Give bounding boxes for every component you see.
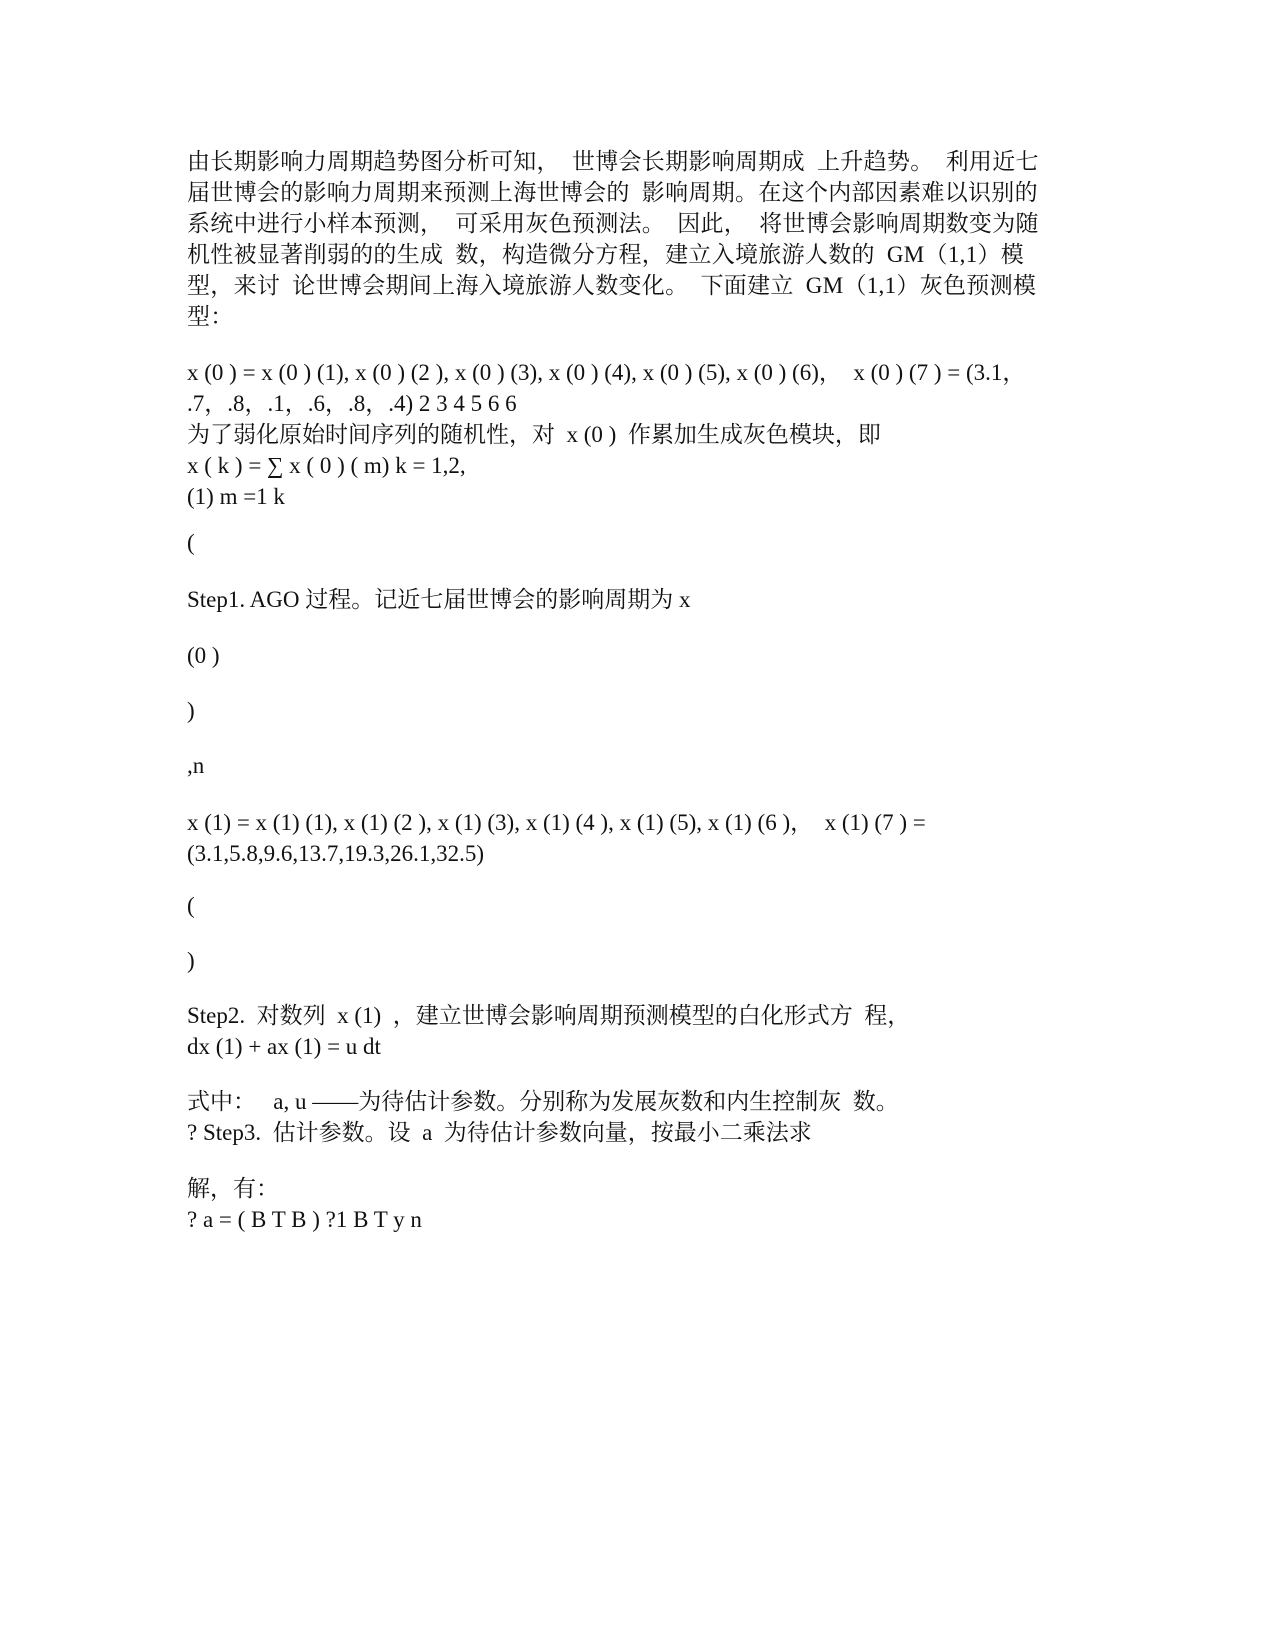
formula-fragment: ) xyxy=(187,698,195,723)
parameters-description: 式中： a, u ——为待估计参数。分别称为发展灰数和内生控制灰 数。 xyxy=(187,1089,899,1114)
intro-line-5: 型，来讨 论世博会期间上海入境旅游人数变化。 下面建立 GM（1,1）灰色预测模 xyxy=(187,273,1037,298)
accumulated-series-values: (3.1,5.8,9.6,13.7,19.3,26.1,32.5) xyxy=(187,841,485,866)
least-squares-equation: ? a = ( B T B ) ?1 B T y n xyxy=(187,1207,422,1232)
solution-block xyxy=(187,1173,1097,1235)
formula-fragment: ,n xyxy=(187,753,205,778)
formula-fragment: ) xyxy=(187,948,195,973)
ago-intro-text: 为了弱化原始时间序列的随机性，对 x (0 ) 作累加生成灰色模块，即 xyxy=(187,422,881,447)
whitening-equation: dx (1) + ax (1) = u dt xyxy=(187,1034,381,1059)
parameters-block xyxy=(187,1086,1097,1148)
step2-block xyxy=(187,1000,1097,1062)
accumulated-series-block xyxy=(187,807,1097,869)
cumulative-sum-index: (1) m =1 k xyxy=(187,484,285,509)
intro-line-1: 由长期影响力周期趋势图分析可知， 世博会长期影响周期成 上升趋势。 利用近七 xyxy=(187,149,1039,174)
original-series-values: .7，.8，.1，.6，.8，.4) 2 3 4 5 6 6 xyxy=(187,391,517,416)
accumulated-series-equation: x (1) = x (1) (1), x (1) (2 ), x (1) (3), x (1) (4 ), x (1) (5), x (1) (6 )， x (1) (7 ) = xyxy=(187,810,926,835)
original-series-equation: x (0 ) = x (0 ) (1), x (0 ) (2 ), x (0 ) (3), x (0 ) (4), x (0 ) (5), x (0 ) (6)， x (0 ) (7 ) = (3.1， xyxy=(187,360,1026,385)
formula-fragment: (0 ) xyxy=(187,643,220,668)
formula-fragment: ( xyxy=(187,530,195,555)
formula-fragment: ( xyxy=(187,893,195,918)
original-series-block xyxy=(187,357,1097,512)
intro-line-6: 型： xyxy=(187,304,234,329)
intro-line-4: 机性被显著削弱的的生成 数，构造微分方程，建立入境旅游人数的 GM（1,1）模 xyxy=(187,242,1025,267)
cumulative-sum-equation: x ( k ) = ∑ x ( 0 ) ( m) k = 1,2, xyxy=(187,453,466,478)
step1-heading: Step1. AGO 过程。记近七届世博会的影响周期为 x xyxy=(187,587,691,612)
step3-heading: ? Step3. 估计参数。设 a 为待估计参数向量，按最小二乘法求 xyxy=(187,1120,812,1145)
step2-heading: Step2. 对数列 x (1) ，建立世博会影响周期预测模型的白化形式方 程， xyxy=(187,1003,911,1028)
intro-line-3: 系统中进行小样本预测， 可采用灰色预测法。 因此， 将世博会影响周期数变为随 xyxy=(187,211,1039,236)
intro-paragraph xyxy=(187,146,1097,332)
solution-label: 解，有： xyxy=(187,1176,279,1201)
intro-line-2: 届世博会的影响力周期来预测上海世博会的 影响周期。在这个内部因素难以识别的 xyxy=(187,180,1038,205)
